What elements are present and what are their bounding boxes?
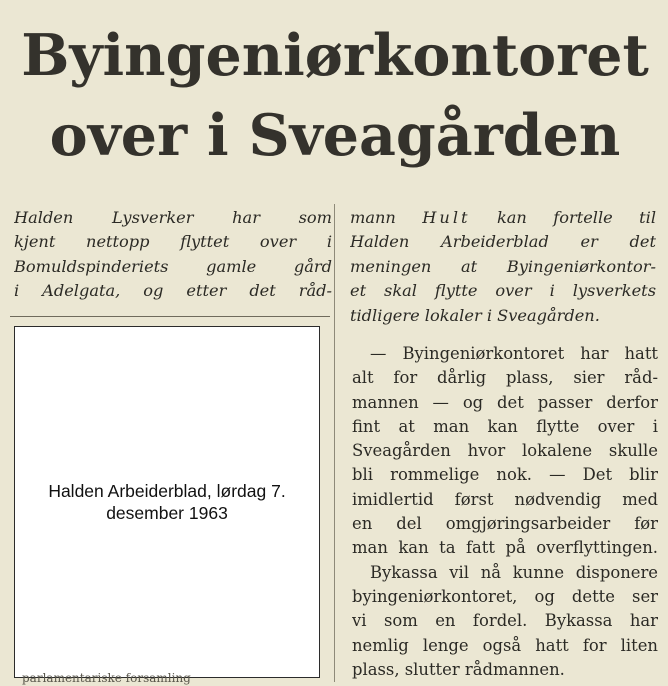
body-text-right: [352, 342, 658, 682]
column-divider: [334, 204, 335, 682]
section-divider: [10, 316, 330, 317]
headline-line-1: Byingeniørkontoret: [21, 22, 649, 89]
person-name: Hult: [422, 208, 471, 227]
lead-left-line: Halden Lysverker har som: [14, 208, 332, 227]
body-line: fint at man kan flytte over i: [352, 416, 658, 436]
lead-right-line: meningen at Byingeniørkontor-: [350, 256, 656, 276]
lead-paragraph-right: [350, 206, 656, 328]
body-line: imidlertid først nødvendig med: [352, 489, 658, 509]
caption-text: Halden Arbeiderblad, lørdag 7. desember 1963: [48, 481, 286, 523]
lead-left-line: kjent nettopp flyttet over i: [14, 232, 332, 252]
lead-right-line: et skal flytte over i lysverkets: [350, 281, 656, 301]
bleed-bottom-left: parlamentariske forsamling: [22, 672, 191, 685]
body-line: man kan ta fatt på overflyttingen.: [352, 538, 658, 558]
body-line: en del omgjøringsarbeider før: [352, 514, 658, 534]
body-line: alt for dårlig plass, sier råd-: [352, 368, 658, 388]
body-line: Sveagården hvor lokalene skulle: [352, 441, 658, 461]
body-line: vi som en fordel. Bykassa har: [352, 611, 658, 631]
body-line: byingeniørkontoret, og dette ser: [352, 586, 658, 606]
body-line: Bykassa vil nå kunne disponere: [370, 562, 658, 582]
body-line: mannen — og det passer derfor: [352, 392, 658, 412]
body-line: nemlig lenge også hatt for liten: [352, 635, 658, 655]
body-line: — Byingeniørkontoret har hatt: [370, 344, 658, 363]
lead-right-word: kan fortelle til: [496, 208, 656, 227]
caption-box: [14, 326, 320, 678]
lead-left-line: i Adelgata, og etter det råd-: [14, 281, 332, 301]
lead-paragraph-left: [14, 206, 332, 304]
body-line: bli rommelige nok. — Det blir: [352, 465, 658, 485]
lead-right-word: mann: [350, 208, 396, 227]
headline-line-2: over i Sveagården: [49, 102, 621, 169]
lead-right-line: [350, 206, 656, 230]
lead-right-line: tidligere lokaler i Sveagården.: [350, 305, 600, 325]
lead-right-line: Halden Arbeiderblad er det: [350, 232, 656, 252]
lead-left-line: Bomuldspinderiets gamle gård: [14, 256, 332, 276]
body-line: plass, slutter rådmannen.: [352, 659, 565, 679]
headline: [10, 16, 660, 176]
